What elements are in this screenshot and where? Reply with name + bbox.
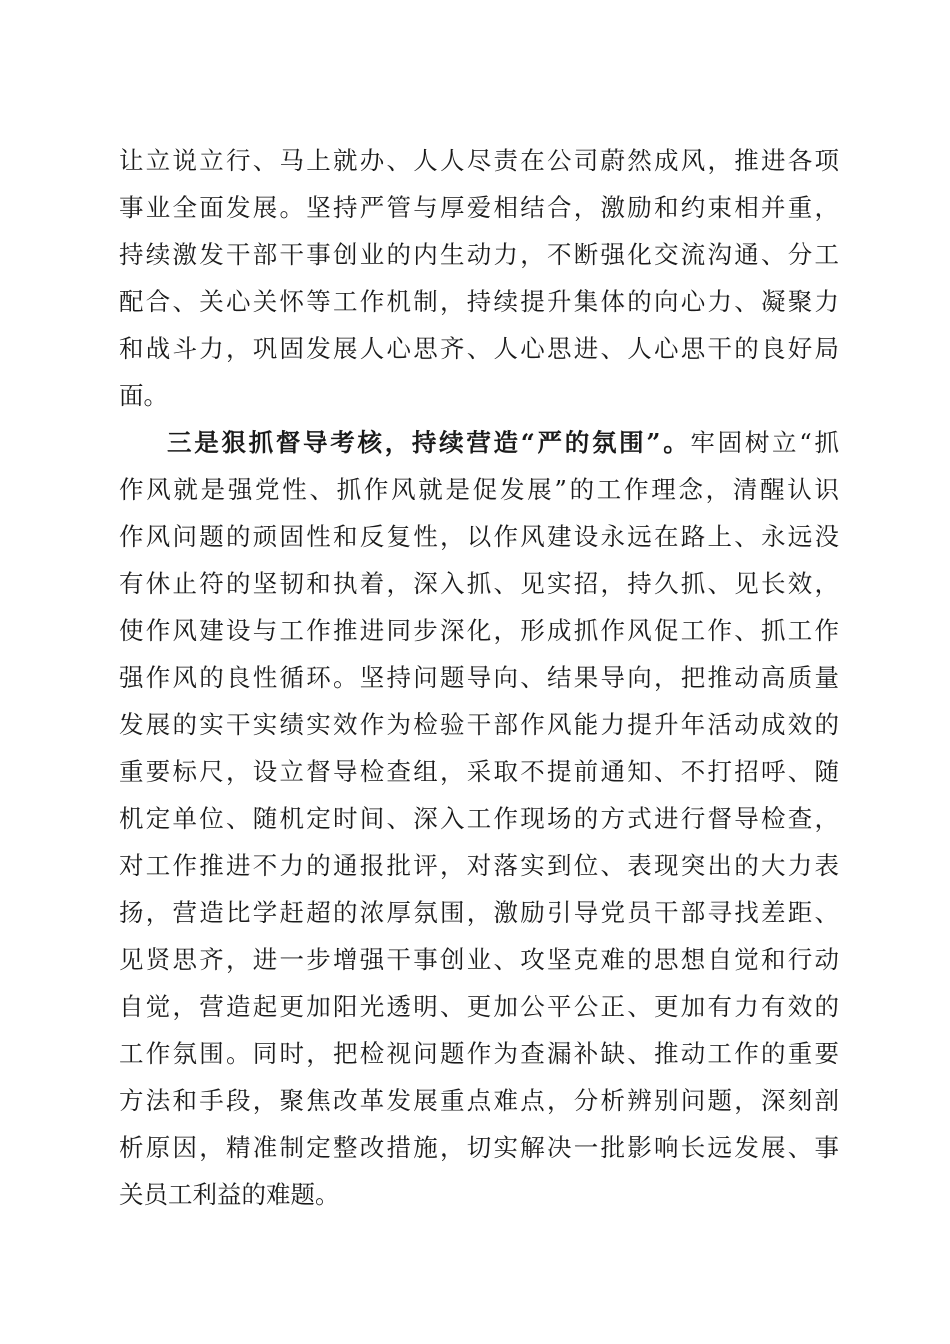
paragraph-line: 持续激发干部干事创业的内生动力，不断强化交流沟通、分工 (119, 240, 839, 269)
paragraph-line: 扬，营造比学赶超的浓厚氛围，激励引导党员干部寻找差距、 (119, 898, 839, 927)
paragraph-line: 作风问题的顽固性和反复性，以作风建设永远在路上、永远没 (119, 522, 839, 551)
paragraph-first-line-text: 牢固树立“抓 (690, 428, 840, 457)
paragraph-line: 事业全面发展。坚持严管与厚爱相结合，激励和约束相并重， (119, 193, 839, 222)
paragraph-line: 面。 (119, 381, 168, 410)
paragraph-line: 配合、关心关怀等工作机制，持续提升集体的向心力、凝聚力 (119, 287, 839, 316)
paragraph-lead-heading: 三是狠抓督导考核，持续营造“严的氛围”。 (167, 428, 691, 457)
paragraph-line: 发展的实干实绩实效作为检验干部作风能力提升年活动成效的 (119, 710, 839, 739)
paragraph-line: 使作风建设与工作推进同步深化，形成抓作风促工作、抓工作 (119, 616, 839, 645)
paragraph-line: 让立说立行、马上就办、人人尽责在公司蔚然成风，推进各项 (119, 146, 839, 175)
paragraph-line: 和战斗力，巩固发展人心思齐、人心思进、人心思干的良好局 (119, 334, 839, 363)
paragraph-line: 对工作推进不力的通报批评，对落实到位、表现突出的大力表 (119, 851, 839, 880)
paragraph-line: 有休止符的坚韧和执着，深入抓、见实招，持久抓、见长效， (119, 569, 839, 598)
paragraph-line: 作风就是强党性、抓作风就是促发展”的工作理念，清醒认识 (119, 475, 839, 504)
paragraph-line: 见贤思齐，进一步增强干事创业、攻坚克难的思想自觉和行动 (119, 945, 839, 974)
paragraph-line: 强作风的良性循环。坚持问题导向、结果导向，把推动高质量 (119, 663, 839, 692)
paragraph-line: 析原因，精准制定整改措施，切实解决一批影响长远发展、事 (119, 1133, 839, 1162)
paragraph-line: 自觉，营造起更加阳光透明、更加公平公正、更加有力有效的 (119, 992, 839, 1021)
paragraph-line: 工作氛围。同时，把检视问题作为查漏补缺、推动工作的重要 (119, 1039, 839, 1068)
paragraph-line: 机定单位、随机定时间、深入工作现场的方式进行督导检查， (119, 804, 839, 833)
paragraph-line: 重要标尺，设立督导检查组，采取不提前通知、不打招呼、随 (119, 757, 839, 786)
paragraph-first-line (167, 423, 839, 463)
paragraph-line: 关员工利益的难题。 (119, 1180, 340, 1209)
paragraph-line: 方法和手段，聚焦改革发展重点难点，分析辨别问题，深刻剖 (119, 1086, 839, 1115)
